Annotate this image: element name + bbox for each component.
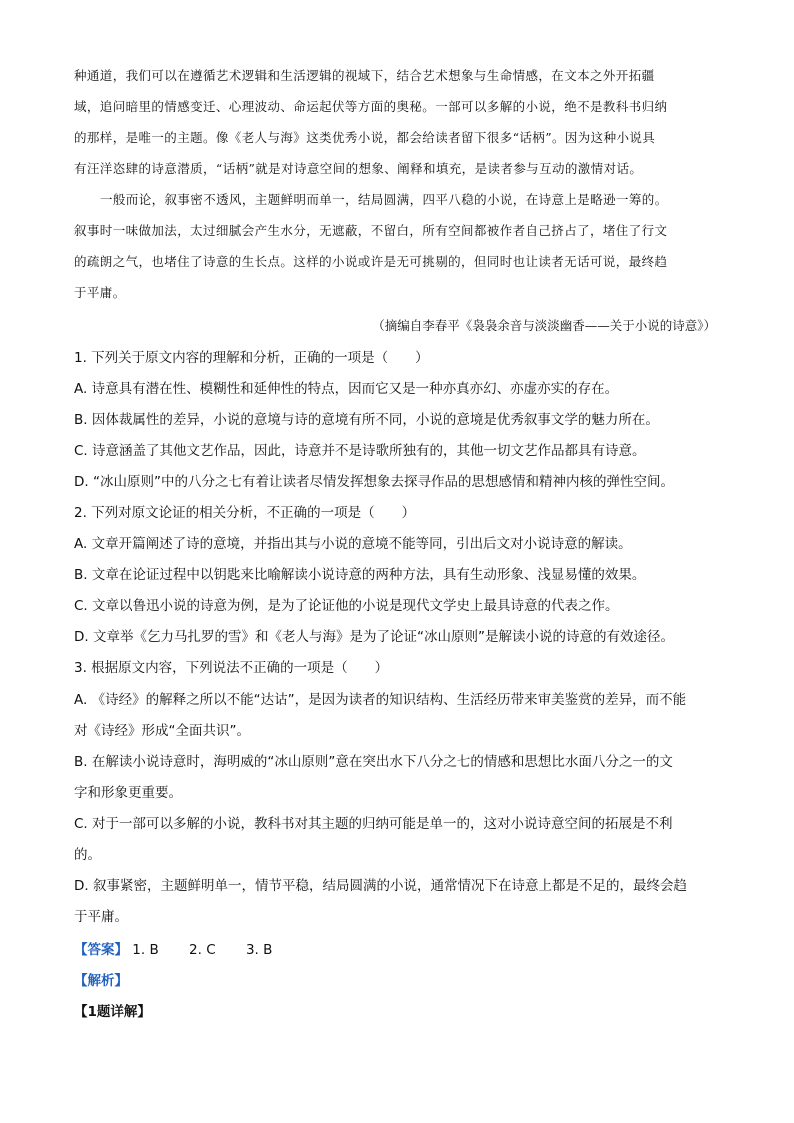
passage-line: 有汪洋恣肆的诗意潜质，“话柄”就是对诗意空间的想象、阐释和填充，是读者参与互动的激情对话。 <box>74 161 643 176</box>
question-3-option-a-line-2: 对《诗经》形成“全面共识”。 <box>74 723 250 739</box>
passage-line: 的那样，是唯一的主题。像《老人与海》这类优秀小说，都会给读者留下很多“话柄”。因为这种小说具 <box>74 130 656 145</box>
passage-line: 于平庸。 <box>74 285 126 300</box>
passage-source: （摘编自李春平《袅袅余音与淡淡幽香——关于小说的诗意》） <box>372 318 716 333</box>
question-2-option-d: D. 文章举《乞力马扎罗的雪》和《老人与海》是为了论证“冰山原则”是解读小说的诗意的有效途径。 <box>74 629 674 645</box>
question-2-option-a: A. 文章开篇阐述了诗的意境，并指出其与小说的意境不能等同，引出后文对小说诗意的解读。 <box>74 536 632 552</box>
question-1-option-d: D. “冰山原则”中的八分之七有着让读者尽情发挥想象去探寻作品的思想感情和精神内核的弹性空间。 <box>74 474 674 490</box>
question-3-option-d-line-1: D. 叙事紧密，主题鲜明单一，情节平稳，结局圆满的小说，通常情况下在诗意上都是不足的，最终会趋 <box>74 878 687 894</box>
question-3-option-a-line-1: A. 《诗经》的解释之所以不能“达诂”，是因为读者的知识结构、生活经历带来审美鉴赏的差异，而不能 <box>74 692 687 708</box>
question-3-stem: 3. 根据原文内容，下列说法不正确的一项是（ ） <box>74 660 389 676</box>
question-3-option-b-line-2: 字和形象更重要。 <box>74 785 182 801</box>
passage-line: 叙事时一味做加法，太过细腻会产生水分，无遮蔽，不留白，所有空间都被作者自己挤占了，堵住了行文 <box>74 223 668 238</box>
answer-label: 【答案】 <box>74 942 128 958</box>
question-3-option-d-line-2: 于平庸。 <box>74 909 128 925</box>
answer-row <box>74 941 272 959</box>
question-1-option-c: C. 诗意涵盖了其他文艺作品，因此，诗意并不是诗歌所独有的，其他一切文艺作品都具有诗意。 <box>74 443 646 459</box>
answer-value-3: 3. B <box>245 942 273 958</box>
question-3-option-c-line-1: C. 对于一部可以多解的小说，教科书对其主题的归纳可能是单一的，这对小说诗意空间的拓展是不利 <box>74 816 673 832</box>
answer-value-2: 2. C <box>189 942 216 958</box>
passage-paragraph-1 <box>74 60 720 184</box>
answer-value-1: 1. B <box>132 942 159 958</box>
question-1-stem: 1. 下列关于原文内容的理解和分析，正确的一项是（ ） <box>74 350 429 366</box>
analysis-heading <box>74 972 128 990</box>
question-3-option-b-line-1: B. 在解读小说诗意时，海明威的“冰山原则”意在突出水下八分之七的情感和思想比水面八分之一的文 <box>74 754 673 770</box>
passage-line: 种通道，我们可以在遵循艺术逻辑和生活逻辑的视域下，结合艺术想象与生命情感，在文本之外开拓疆 <box>74 68 655 83</box>
analysis-label: 【解析】 <box>74 973 128 989</box>
question-1-option-b: B. 因体裁属性的差异，小说的意境与诗的意境有所不同，小说的意境是优秀叙事文学的魅力所在。 <box>74 412 659 428</box>
question-2-option-c: C. 文章以鲁迅小说的诗意为例，是为了论证他的小说是现代文学史上最具诗意的代表之作。 <box>74 598 619 614</box>
passage-line: 域，追问暗里的情感变迁、心理波动、命运起伏等方面的奥秘。一部可以多解的小说，绝不是教科书归纳 <box>74 99 668 114</box>
question-1-detail-heading: 【1题详解】 <box>74 1004 151 1020</box>
passage-line: 的疏朗之气，也堵住了诗意的生长点。这样的小说或许是无可挑剔的，但同时也让读者无话可说，最终趋 <box>74 254 668 269</box>
passage-paragraph-2 <box>74 184 720 308</box>
passage-line: 一般而论，叙事密不透风，主题鲜明而单一，结局圆满，四平八稳的小说，在诗意上是略逊一筹的。 <box>100 192 668 207</box>
question-3-option-c-line-2: 的。 <box>74 847 101 863</box>
question-1-option-a: A. 诗意具有潜在性、模糊性和延伸性的特点，因而它又是一种亦真亦幻、亦虚亦实的存在。 <box>74 381 619 397</box>
question-2-option-b: B. 文章在论证过程中以钥匙来比喻解读小说诗意的两种方法，具有生动形象、浅显易懂的效果。 <box>74 567 646 583</box>
question-2-stem: 2. 下列对原文论证的相关分析，不正确的一项是（ ） <box>74 505 416 521</box>
